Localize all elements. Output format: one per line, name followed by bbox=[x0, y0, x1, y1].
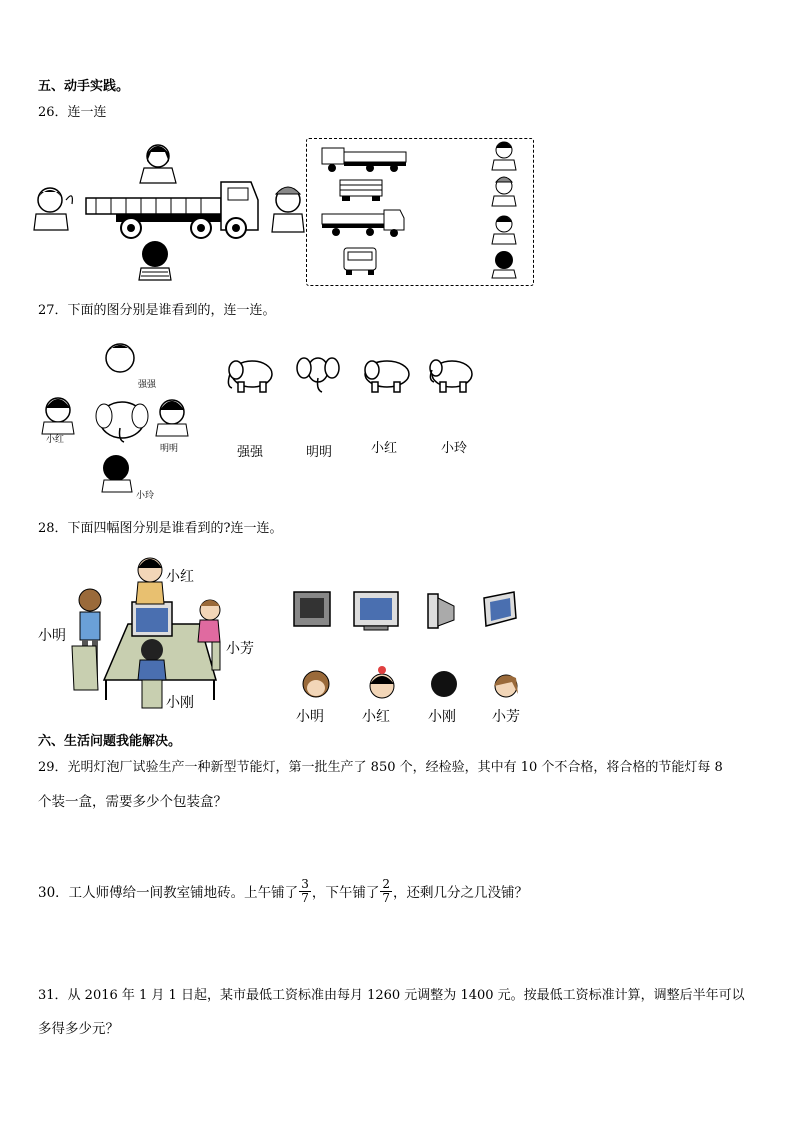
answer-label-xiaohong: 小红 bbox=[362, 709, 390, 725]
question-30 bbox=[38, 877, 528, 907]
scene-label-xiaohong: 小红 bbox=[46, 435, 65, 445]
truck-views-illustrations bbox=[318, 140, 528, 280]
scene-label-xiaohong: 小红 bbox=[166, 569, 194, 585]
question-31-line1: 31．从 2016 年 1 月 1 日起，某市最低工资标准由每月 1260 元调整为 1400 元。按最低工资标准计算，调整后半年可以 bbox=[38, 988, 745, 1003]
answer-label-xiaoling: 小玲 bbox=[441, 441, 468, 456]
kid-heads-row bbox=[300, 666, 530, 702]
fraction-three-sevenths: $\frac{3}{7}$ bbox=[301, 877, 309, 905]
question-30-part2: ，下午铺了 bbox=[311, 885, 380, 901]
question-30-part3: ，还剩几分之几没铺？ bbox=[392, 885, 528, 901]
truck-scene-illustration bbox=[36, 138, 296, 283]
question-29-line1: 29．光明灯泡厂试验生产一种新型节能灯，第一批生产了 850 个，经检验，其中有 10 个不合格，将合格的节能灯每 8 bbox=[38, 760, 723, 775]
question-27-title: 27．下面的图分别是谁看到的，连一连。 bbox=[38, 303, 276, 318]
elephant-views bbox=[222, 352, 482, 397]
fraction-two-sevenths: $\frac{2}{7}$ bbox=[382, 877, 390, 905]
scene-label-xiaofang: 小芳 bbox=[226, 641, 254, 657]
computer-table-scene bbox=[70, 550, 230, 710]
answer-label-mingming: 明明 bbox=[306, 445, 333, 460]
elephant-scene-illustration bbox=[40, 340, 200, 500]
section-6-heading: 六、生活问题我能解决。 bbox=[38, 734, 182, 749]
answer-label-xiaohong: 小红 bbox=[371, 441, 398, 456]
scene-label-mingming: 明明 bbox=[160, 444, 179, 454]
scene-label-xiaogang: 小刚 bbox=[166, 695, 194, 711]
section-5-heading: 五、动手实践。 bbox=[38, 79, 130, 94]
question-28-title: 28．下面四幅图分别是谁看到的?连一连。 bbox=[38, 521, 283, 536]
scene-label-qiangqiang: 强强 bbox=[138, 380, 157, 390]
answer-label-xiaoming: 小明 bbox=[296, 709, 324, 725]
answer-label-xiaogang: 小刚 bbox=[428, 709, 456, 725]
scene-label-xiaoling: 小玲 bbox=[136, 491, 155, 501]
question-26-title: 26．连一连 bbox=[38, 105, 107, 120]
scene-label-xiaoming: 小明 bbox=[38, 628, 66, 644]
monitor-views bbox=[292, 588, 522, 632]
question-31-line2: 多得多少元？ bbox=[38, 1021, 119, 1037]
question-30-part1: 30．工人师傅给一间教室铺地砖。上午铺了 bbox=[38, 885, 299, 901]
answer-label-xiaofang: 小芳 bbox=[492, 709, 520, 725]
answer-label-qiangqiang: 强强 bbox=[237, 445, 264, 460]
question-29-line2: 个装一盒，需要多少个包装盒？ bbox=[38, 794, 227, 810]
